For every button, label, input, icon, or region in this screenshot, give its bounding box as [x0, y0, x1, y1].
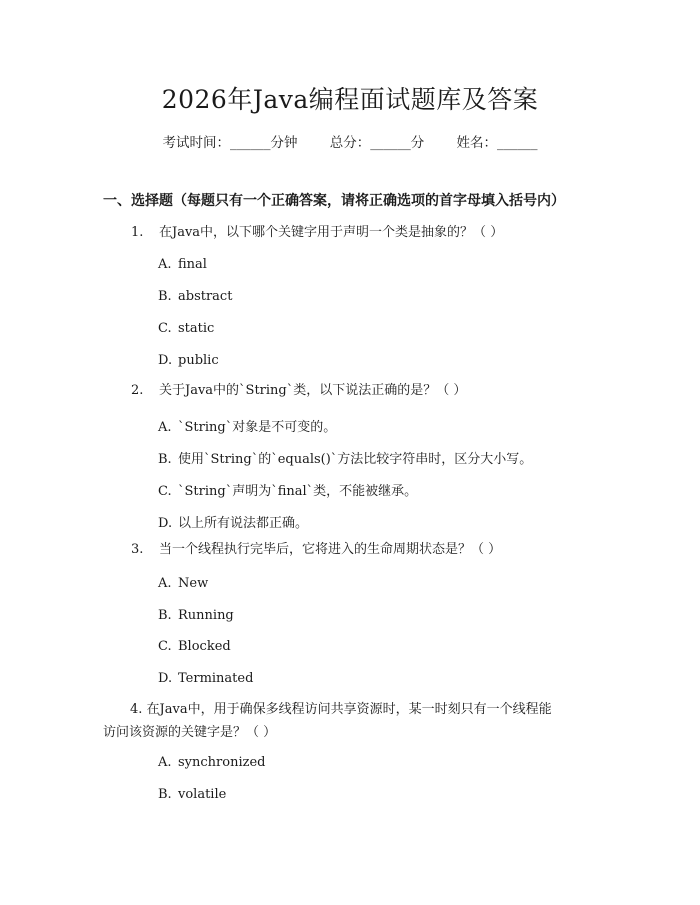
option-text: 使用`String`的`equals()`方法比较字符串时，区分大小写。 — [178, 452, 533, 467]
question-1 — [131, 221, 503, 245]
option-letter: B. — [158, 289, 172, 304]
question-3 — [131, 538, 501, 562]
question-number: 2. — [131, 383, 144, 398]
student-name-field: 姓名：______ — [456, 135, 538, 151]
question-text: 关于Java中的`String`类，以下说法正确的是？（ ） — [159, 383, 467, 398]
option-text: Blocked — [178, 639, 231, 654]
option-letter: A. — [158, 755, 172, 770]
option-letter: A. — [158, 420, 172, 435]
option-letter: B. — [158, 452, 172, 467]
option-2b — [158, 448, 532, 467]
option-text: New — [178, 576, 209, 591]
option-text: 以上所有说法都正确。 — [178, 516, 309, 531]
option-text: public — [178, 353, 219, 368]
question-4 — [103, 698, 603, 744]
option-1d — [158, 353, 219, 368]
page-title: 2026年Java编程面试题库及答案 — [161, 85, 539, 114]
option-letter: D. — [158, 671, 173, 686]
option-3b — [158, 608, 234, 623]
option-4a — [158, 755, 265, 770]
option-text: Running — [178, 608, 234, 623]
option-text: abstract — [178, 289, 233, 304]
option-letter: A. — [158, 257, 172, 272]
option-text: final — [178, 257, 207, 272]
option-text: static — [178, 321, 215, 336]
section-title: 一、选择题（每题只有一个正确答案，请将正确选项的首字母填入括号内） — [103, 193, 565, 209]
option-1b — [158, 289, 232, 304]
option-3c — [158, 639, 231, 654]
option-letter: B. — [158, 787, 172, 802]
option-letter: C. — [158, 484, 172, 499]
option-letter: D. — [158, 516, 173, 531]
option-text: synchronized — [178, 755, 266, 770]
question-text-line-1: 4. 在Java中，用于确保多线程访问共享资源时，某一时刻只有一个线程能 — [130, 702, 552, 717]
exam-time-field: 考试时间：______分钟 — [162, 135, 298, 151]
question-text-line-2: 访问该资源的关键字是？（ ） — [103, 725, 277, 740]
option-text: `String`对象是不可变的。 — [178, 420, 337, 435]
option-text: Terminated — [178, 671, 254, 686]
option-3a — [158, 576, 208, 591]
question-2 — [131, 379, 466, 403]
option-3d — [158, 671, 253, 686]
option-1a — [158, 257, 207, 272]
option-letter: A. — [158, 576, 172, 591]
option-2d — [158, 512, 308, 531]
option-2a — [158, 416, 336, 435]
option-1c — [158, 321, 214, 336]
option-letter: D. — [158, 353, 173, 368]
option-letter: C. — [158, 321, 172, 336]
option-2c — [158, 480, 417, 499]
option-letter: C. — [158, 639, 172, 654]
option-text: volatile — [178, 787, 227, 802]
question-number: 1. — [131, 225, 144, 240]
question-text: 在Java中，以下哪个关键字用于声明一个类是抽象的？（ ） — [159, 225, 504, 240]
question-number: 3. — [131, 542, 144, 557]
question-text: 当一个线程执行完毕后，它将进入的生命周期状态是？（ ） — [159, 542, 502, 557]
option-4b — [158, 787, 226, 802]
option-text: `String`声明为`final`类，不能被继承。 — [178, 484, 418, 499]
option-letter: B. — [158, 608, 172, 623]
total-score-field: 总分：______分 — [329, 135, 425, 151]
exam-info-row — [0, 131, 700, 151]
